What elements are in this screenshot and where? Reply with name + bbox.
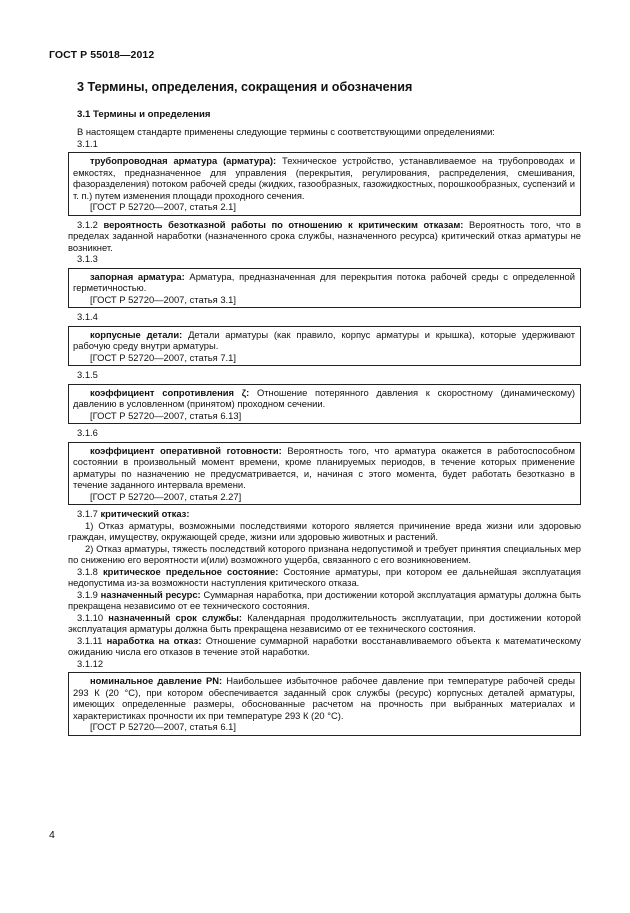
term-source: [ГОСТ Р 52720—2007, статья 6.1] bbox=[90, 721, 236, 732]
term-definition bbox=[73, 445, 575, 491]
term-name: корпусные детали: bbox=[90, 328, 183, 340]
term-definition bbox=[73, 387, 575, 410]
term-name: запорная арматура: bbox=[90, 270, 185, 282]
term-number: 3.1.1 bbox=[77, 137, 98, 149]
term-name: номинальное давление PN: bbox=[90, 675, 223, 686]
term-box bbox=[68, 326, 581, 367]
term-number: 3.1.6 bbox=[77, 427, 98, 438]
term-definition bbox=[73, 271, 575, 294]
term-name: коэффициент сопротивления ζ: bbox=[90, 386, 250, 398]
document-body bbox=[68, 80, 582, 739]
term-text: Суммарная наработка, при достижении которой эксплуатация арматуры должна быть прекращена независимо от ее технического состояния. bbox=[68, 588, 582, 611]
document-header: ГОСТ Р 55018—2012 bbox=[49, 49, 155, 61]
term-definition bbox=[73, 155, 575, 201]
term-paragraph bbox=[68, 566, 581, 589]
term-name: критический отказ: bbox=[100, 508, 190, 519]
term-definition bbox=[73, 675, 575, 721]
term-box bbox=[68, 384, 581, 425]
term-text: Детали арматуры (как правило, корпус арматуры и крышка), которые удерживают рабочую среду внутри арматуры. bbox=[73, 328, 575, 351]
term-number: 3.1.12 bbox=[77, 657, 104, 669]
term-source: [ГОСТ Р 52720—2007, статья 7.1] bbox=[90, 351, 236, 363]
term-text: Состояние арматуры, при котором ее дальнейшая эксплуатация недопустима из-за возможности наступления критического отказа. bbox=[68, 565, 581, 588]
term-definition bbox=[73, 329, 575, 352]
term-text: Отношение потерянного давления к скоростному (динамическому) давлению в условленном (принятом) проходном сечении. bbox=[73, 386, 576, 409]
term-text: Арматура, предназначенная для перекрытия потока рабочей среды с определенной герметичностью. bbox=[73, 270, 575, 293]
term-source: [ГОСТ Р 52720—2007, статья 6.13] bbox=[90, 409, 242, 421]
term-paragraph bbox=[68, 612, 581, 635]
term-source: [ГОСТ Р 52720—2007, статья 2.1] bbox=[90, 201, 236, 212]
intro-text: В настоящем стандарте применены следующие термины с соответствующими определениями: bbox=[77, 126, 495, 137]
term-name: наработка на отказ: bbox=[106, 634, 202, 646]
term-text: Календарная продолжительность эксплуатации, при достижении которой эксплуатация арматуры должна быть прекращена независимо от ее технического состояния. bbox=[68, 611, 582, 634]
term-box bbox=[68, 672, 581, 736]
term-number: 3.1.4 bbox=[77, 311, 98, 322]
term-text: Вероятность того, что в пределах заданной наработки (назначенного срока службы, назначенного ресурса) критический отказ арматуры не возникнет. bbox=[68, 218, 581, 253]
term-text: Наибольшее избыточное рабочее давление при температуре рабочей среды 293 К (20 °С), при котором обеспечивается заданный срок службы (ресурс) корпусных деталей арматуры, имеющих определенные размеры, обоснованные расчетом на прочность при выбранных материалах и характеристиках прочности их при температуре 293 К (20 °С). bbox=[73, 675, 575, 721]
term-number: 3.1.8 bbox=[77, 565, 98, 577]
term-name: критическое предельное состояние: bbox=[102, 565, 279, 577]
term-box bbox=[68, 268, 581, 309]
term-list-item: 1) Отказ арматуры, возможными последствиями которого является причинение вреда жизни или здоровью граждан, имуществу, окружающей среде, жизни или здоровью животных и растений. bbox=[68, 519, 581, 542]
term-paragraph bbox=[68, 589, 581, 612]
term-paragraph bbox=[68, 508, 581, 520]
term-text: Техническое устройство, устанавливаемое на трубопроводах и емкостях, предназначенное для управления (перекрытия, регулирования, распределения, смешивания, фазоразделения) потоком рабочей среды (жидких, газообразных, газожидкостных, порошкообразных, суспензий и т. п.) путем изменения площади проходного сечения. bbox=[73, 155, 576, 201]
term-name: коэффициент оперативной готовности: bbox=[90, 444, 282, 456]
term-name: назначенный срок службы: bbox=[108, 611, 243, 623]
term-box bbox=[68, 442, 581, 506]
term-number: 3.1.3 bbox=[77, 253, 98, 264]
term-text: Отношение суммарной наработки восстанавливаемого объекта к математическому ожиданию числа его отказов в течение этой наработки. bbox=[68, 634, 581, 657]
term-paragraph bbox=[68, 635, 581, 658]
section-title: 3 Термины, определения, сокращения и обозначения bbox=[77, 80, 413, 94]
term-list-item: 2) Отказ арматуры, тяжесть последствий которого признана недопустимой и требует принятия специальных мер по снижению его вероятности и(или) возможного ущерба, связанного с его возникновением. bbox=[68, 542, 581, 565]
page-number: 4 bbox=[49, 829, 55, 841]
term-number: 3.1.2 bbox=[77, 218, 98, 230]
term-name: вероятность безотказной работы по отношению к критическим отказам: bbox=[103, 218, 464, 230]
term-source: [ГОСТ Р 52720—2007, статья 2.27] bbox=[90, 490, 242, 502]
term-number: 3.1.10 bbox=[77, 611, 104, 623]
term-name: назначенный ресурс: bbox=[100, 588, 201, 600]
term-source: [ГОСТ Р 52720—2007, статья 3.1] bbox=[90, 293, 236, 305]
term-number: 3.1.7 bbox=[77, 508, 98, 519]
term-name: трубопроводная арматура (арматура): bbox=[90, 155, 277, 166]
term-paragraph bbox=[68, 219, 581, 254]
term-number: 3.1.5 bbox=[77, 369, 98, 380]
term-box bbox=[68, 152, 581, 216]
term-number: 3.1.9 bbox=[77, 588, 98, 600]
term-number: 3.1.11 bbox=[77, 634, 103, 646]
subsection-title: 3.1 Термины и определения bbox=[77, 109, 211, 120]
term-text: Вероятность того, что арматура окажется в работоспособном состоянии в произвольный момент времени, кроме планируемых периодов, в течение которых применение арматуры по назначению не предусматривается, и, начиная с этого момента, будет работать безотказно в течение заданного интервала времени. bbox=[73, 444, 575, 490]
